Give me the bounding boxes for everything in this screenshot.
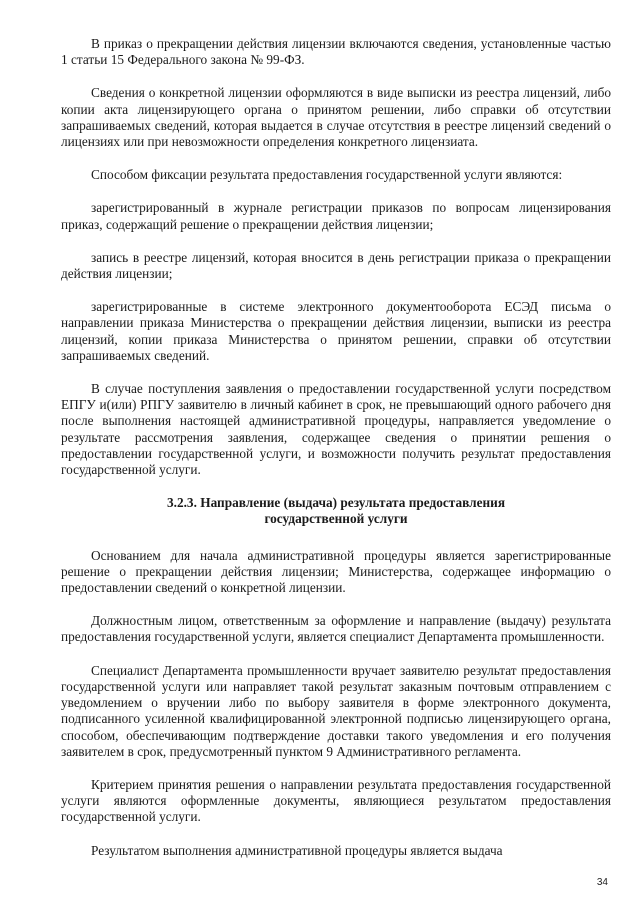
paragraph: Сведения о конкретной лицензии оформляются в виде выписки из реестра лицензий, либо копии акта лицензирующего органа о принятом решении, либо справки об отсутствии запрашиваемых сведений, которая выдается в случае отсутствия в реестре лицензий сведений о лицензиях или при невозможности определения конкретного лицензиата. [61,85,611,150]
page-body [61,36,611,876]
section-heading: 3.2.3. Направление (выдача) результата предоставления государственной услуги [166,495,506,527]
paragraph: зарегистрированные в системе электронного документооборота ЕСЭД письма о направлении приказа Министерства о прекращении действия лицензии, выписки из реестра лицензий, копии приказа Министерства о принятом решении, справки об отсутствии запрашиваемых сведений. [61,299,611,363]
page-number: 34 [596,877,608,888]
paragraph: Критерием принятия решения о направлении результата предоставления государственной услуги являются оформленные документы, являющиеся результатом предоставления государственной услуги. [61,776,611,825]
paragraph: Способом фиксации результата предоставления государственной услуги являются: [91,167,563,183]
paragraph: В приказ о прекращении действия лицензии включаются сведения, установленные частью 1 статьи 15 Федерального закона № 99-ФЗ. [61,36,611,68]
paragraph: Основанием для начала административной процедуры является зарегистрированные решение о прекращении действия лицензии; Министерства, содержащее информацию о предоставлении сведений о конкретной лицензии. [61,547,611,596]
paragraph: В случае поступления заявления о предоставлении государственной услуги посредством ЕПГУ и(или) РПГУ заявителю в личный кабинет в срок, не превышающий одного рабочего дня после выполнения настоящей административной процедуры, направляется уведомление о результате рассмотрения заявления, содержащее сведения о принятии решения о предоставлении государственной услуги, и возможности получить результат предоставления государственной услуги. [61,381,611,478]
paragraph: зарегистрированный в журнале регистрации приказов по вопросам лицензирования приказ, содержащий решение о прекращении действия лицензии; [61,200,611,232]
paragraph: Должностным лицом, ответственным за оформление и направление (выдачу) результата предоставления государственной услуги, является специалист Департамента промышленности. [61,613,611,645]
paragraph: Специалист Департамента промышленности вручает заявителю результат предоставления государственной услуги или направляет такой результат заказным почтовым отправлением с уведомлением о вручении либо по выбору заявителя в форме электронного документа, подписанного усиленной квалифицированной электронной подписью лицензирующего органа, способом, обеспечивающим подтверждение доставки такого уведомления и его получения заявителем в срок, предусмотренный пунктом 9 Административного регламента. [61,662,611,759]
paragraph: запись в реестре лицензий, которая вносится в день регистрации приказа о прекращении действия лицензии; [61,249,611,282]
paragraph: Результатом выполнения административной процедуры является выдача [91,842,503,858]
